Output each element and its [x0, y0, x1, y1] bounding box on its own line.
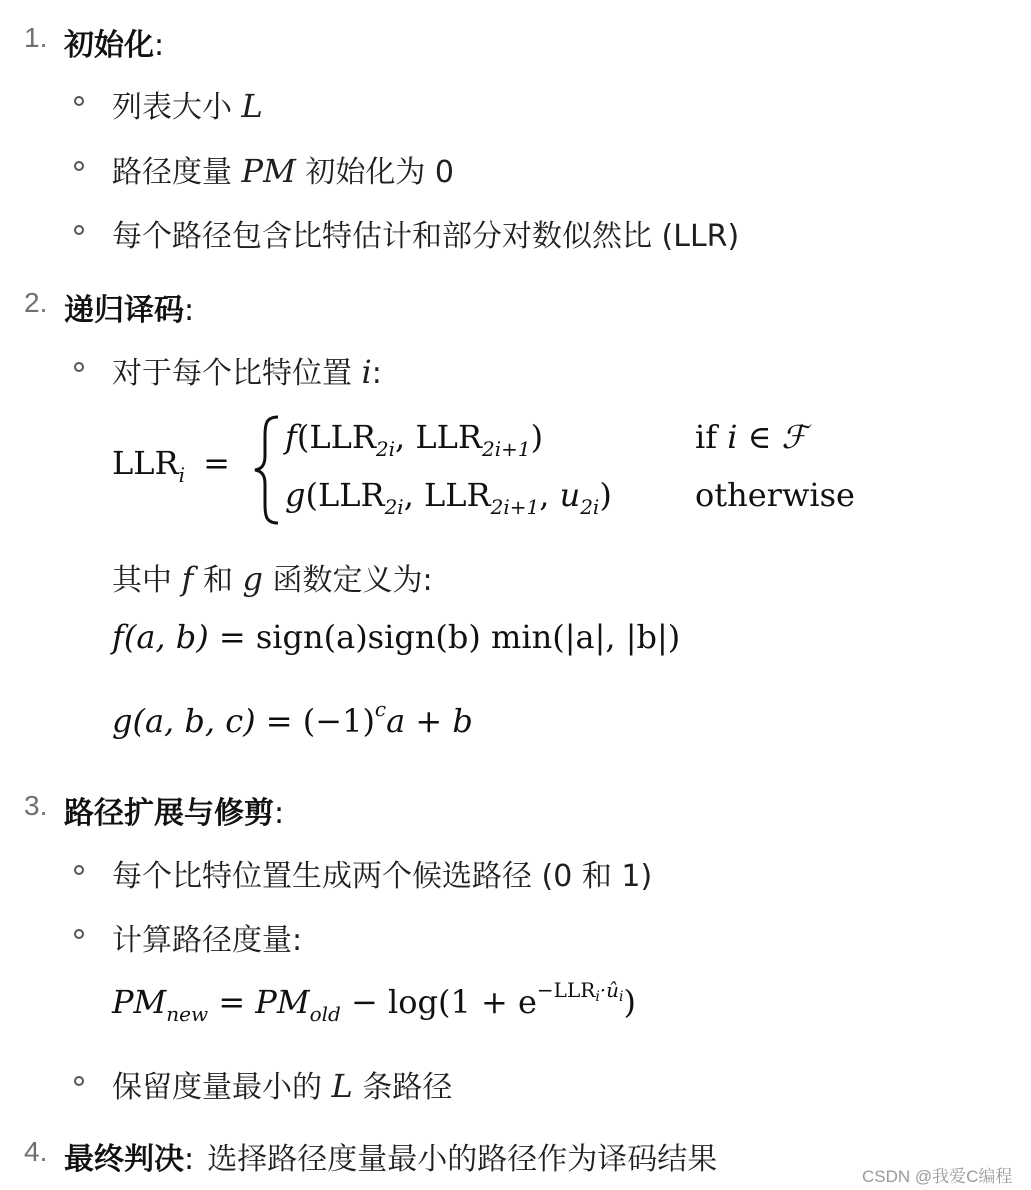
bullet-icon — [74, 225, 84, 235]
bullet-keep-l: 保留度量最小的 L 条路径 — [112, 1067, 453, 1105]
bullet-icon — [74, 161, 84, 171]
watermark: CSDN @我爱C编程 — [862, 1167, 1013, 1186]
section-heading-1 — [64, 20, 164, 64]
colon: : — [274, 796, 285, 831]
bullet-list-size: 列表大小 L — [112, 87, 263, 125]
list-number-4: 4. — [24, 1136, 48, 1167]
llr-case-2: $g(LLR_{2i}$, $LLR_{2i+1}$, $u_{2i}$) — [285, 476, 612, 519]
bullet-icon — [74, 362, 84, 372]
equation-f: f(a, b) = sign(a)sign(b) min(|a|, |b|) — [112, 618, 681, 656]
bullet-each-bit: 对于每个比特位置 i: — [112, 353, 382, 391]
bullet-icon — [74, 96, 84, 106]
list-number-2: 2. — [24, 287, 48, 318]
var-L: L — [241, 87, 263, 125]
section-title: 最终判决 — [64, 1142, 184, 1177]
colon: : — [184, 293, 195, 328]
bullet-compute-metric: 计算路径度量: — [112, 923, 303, 958]
section-title: 递归译码 — [64, 293, 184, 328]
bullet-path-metric: 路径度量 PM 初始化为 0 — [112, 152, 455, 190]
section-heading-2 — [64, 285, 194, 329]
llr-lhs: $LLR_i$ = — [112, 444, 230, 487]
bullet-candidate-paths: 每个比特位置生成两个候选路径 (0 和 1) — [112, 859, 653, 894]
left-brace-icon — [252, 414, 282, 526]
list-number-3: 3. — [24, 790, 48, 821]
var-PM: PM — [241, 152, 296, 190]
list-number-1: 1. — [24, 22, 48, 53]
bullet-icon — [74, 1076, 84, 1086]
colon: : — [154, 28, 165, 63]
colon: : — [184, 1142, 195, 1177]
bullet-icon — [74, 929, 84, 939]
bullet-icon — [74, 865, 84, 875]
final-decision-text: 选择路径度量最小的路径作为译码结果 — [207, 1142, 718, 1177]
equation-pm: $PM_{new} = PM_{old} - \log(1 + e^{-LLRi\cdot ûi})$ — [112, 978, 637, 1026]
llr-case-2-condition: otherwise — [695, 476, 855, 514]
bullet-path-contents: 每个路径包含比特估计和部分对数似然比 (LLR) — [112, 219, 740, 254]
section-title: 初始化 — [64, 28, 154, 63]
where-f-g-text: 其中 f 和 g 函数定义为: — [112, 560, 433, 598]
section-title: 路径扩展与修剪 — [64, 796, 274, 831]
llr-case-1-condition: if i ∈ ℱ — [695, 418, 807, 456]
section-heading-3 — [64, 788, 284, 832]
llr-case-1: $f(LLR_{2i}$, $LLR_{2i+1}$) — [285, 418, 544, 461]
section-heading-4 — [64, 1134, 717, 1178]
equation-g: g(a, b, $c) = (-1)^ca + b$ — [112, 697, 473, 740]
